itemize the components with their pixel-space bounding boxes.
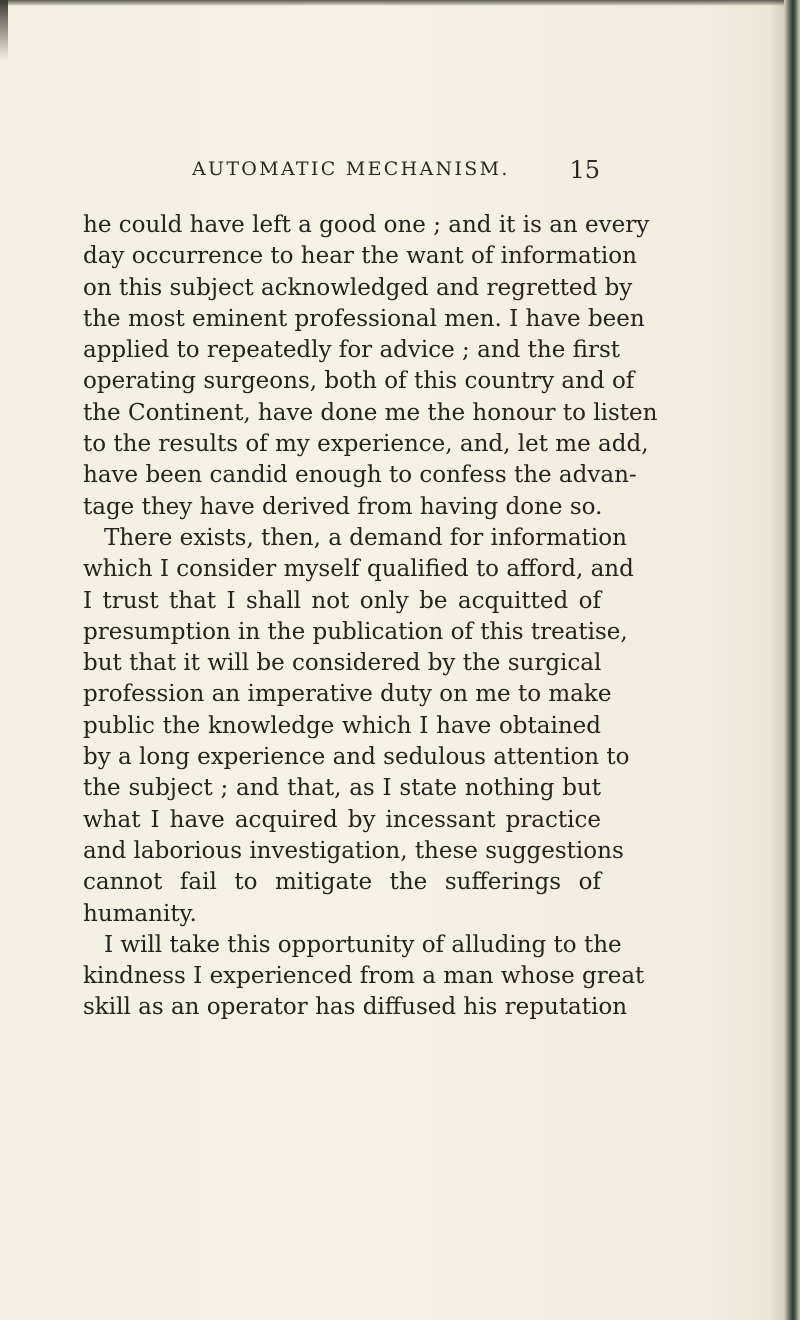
text-line: but that it will be considered by the surgical	[83, 650, 602, 677]
text-line: the subject ; and that, as I state nothing but	[83, 775, 601, 802]
text-line: the most eminent professional men. I have been	[83, 305, 645, 332]
binding-shadow	[770, 0, 784, 1320]
text-line: which I consider myself qualified to afford, and	[83, 556, 634, 583]
text-line: operating surgeons, both of this country and of	[83, 368, 635, 395]
text-line: to the results of my experience, and, let me add,	[83, 431, 649, 458]
text-line: on this subject acknowledged and regretted by	[83, 274, 633, 301]
running-head	[192, 158, 600, 188]
book-binding-edge	[784, 0, 800, 1320]
text-line: I trust that I shall not only be acquitted of	[83, 587, 601, 614]
paragraph-start-line: There exists, then, a demand for information	[104, 524, 627, 551]
text-line: what I have acquired by incessant practice	[83, 806, 601, 833]
text-line: by a long experience and sedulous attention to	[83, 744, 630, 771]
page-corner-shadow	[0, 0, 8, 60]
running-title: AUTOMATIC MECHANISM.	[192, 158, 510, 180]
paragraph-end-line: tage they have derived from having done so.	[83, 493, 603, 520]
text-line: have been candid enough to confess the advan-	[83, 462, 637, 489]
text-line: public the knowledge which I have obtained	[83, 712, 601, 739]
text-line: he could have left a good one ; and it is an every	[83, 212, 650, 238]
text-line: profession an imperative duty on me to make	[83, 681, 612, 708]
paragraph-end-line: humanity.	[83, 900, 197, 927]
body-text	[83, 210, 658, 1024]
text-line: the Continent, have done me the honour to listen	[83, 399, 658, 426]
page-number: 15	[569, 156, 600, 184]
text-line: and laborious investigation, these suggestions	[83, 837, 624, 864]
text-line: skill as an operator has diffused his reputation	[83, 994, 628, 1021]
text-line: day occurrence to hear the want of information	[83, 243, 637, 270]
text-line: cannot fail to mitigate the sufferings of	[83, 869, 601, 896]
text-line: presumption in the publication of this treatise,	[83, 618, 628, 645]
page-top-edge	[0, 0, 800, 6]
paragraph-start-line: I will take this opportunity of alluding to the	[104, 931, 622, 958]
text-line: kindness I experienced from a man whose great	[83, 963, 645, 990]
text-line: applied to repeatedly for advice ; and the first	[83, 337, 621, 364]
